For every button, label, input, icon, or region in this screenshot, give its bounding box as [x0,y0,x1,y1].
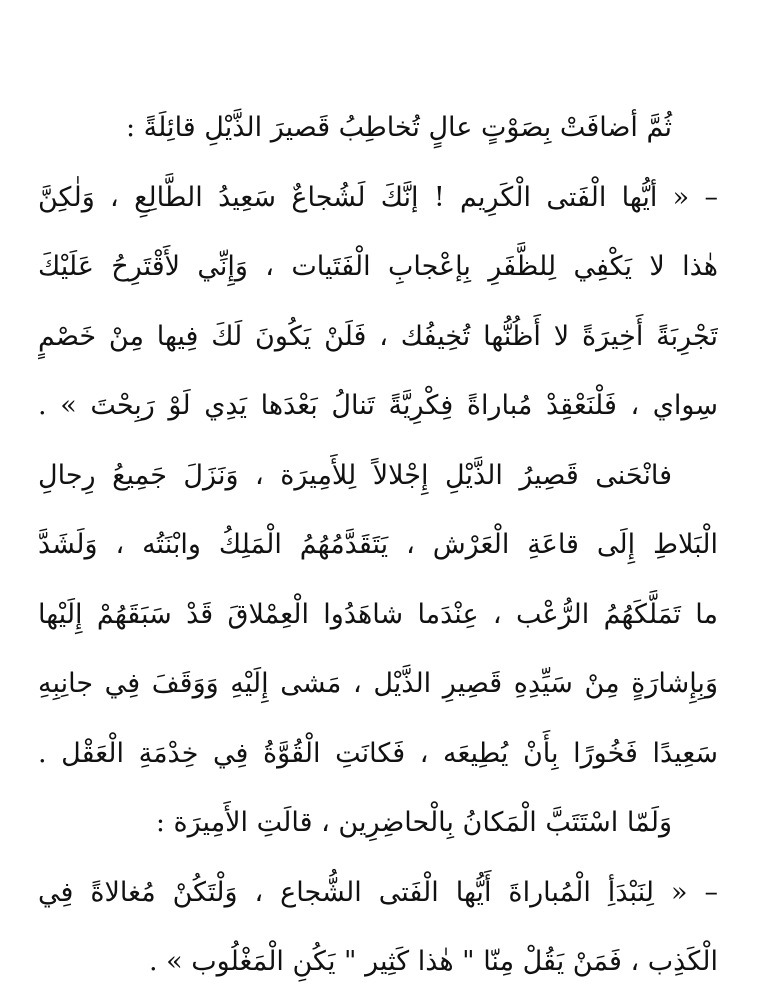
text-line: تَجْرِبَةً أَخِيرَةً لا أَظُنُّها تُخِيفُك ، فَلَنْ يَكُونَ لَكَ فِيها مِنْ خَصْمٍ [38,320,718,352]
text-line: ما تَمَلَّكَهُمُ الرُّعْب ، عِنْدَما شاهَدُوا الْعِمْلاقَ قَدْ سَبَقَهُمْ إِلَيْها [38,598,718,630]
text-line: الْبَلاطِ إِلَى قاعَةِ الْعَرْش ، يَتَقَدَّمُهُمُ الْمَلِكُ وابْنَتُه ، وَلَشَدَّ [38,529,718,560]
text-line: – « لِنَبْدَأِ الْمُباراةَ أَيُّها الْفَتى الشُّجاع ، وَلْتَكُنْ مُغالاةً فِي [38,876,718,908]
text-line: ثُمَّ أضافَتْ بِصَوْتٍ عالٍ تُخاطِبُ قَصيرَ الذَّيْلِ قائِلَةً : [125,112,672,143]
text-line: وَلَمّا اسْتَتَبَّ الْمَكانُ بِالْحاضِرِين ، قالَتِ الأَمِيرَة : [155,807,672,838]
text-line: الْكَذِب ، فَمَنْ يَقُلْ مِنّا " هٰذا كَثِير " يَكُنِ الْمَغْلُوب » . [148,946,718,977]
text-line: – « أيُّها الْفَتى الْكَرِيم ! إنَّكَ لَشُجاعٌ سَعِيدُ الطَّالِعِ ، وَلٰكِنَّ [38,181,718,213]
arabic-text-block [38,98,718,1002]
text-line: وَبِإِشارَةٍ مِنْ سَيِّدِهِ قَصِيرِ الذَّيْل ، مَشى إِلَيْهِ وَوَقَفَ فِي جانِبِهِ [38,668,718,699]
text-line: سَعِيدًا فَخُورًا بِأَنْ يُطِيعَه ، فَكانَتِ الْقُوَّةُ فِي خِدْمَةِ الْعَقْل . [38,737,718,769]
text-line: فانْحَنى قَصِيرُ الذَّيْلِ إِجْلالاً لِلأَمِيرَة ، وَنَزَلَ جَمِيعُ رِجالِ [38,459,672,491]
text-line: هٰذا لا يَكْفِي لِلظَّفَرِ بِإعْجابِ الْفَتَيات ، وَإِنِّي لأَقْتَرِحُ عَلَيْكَ [38,251,718,282]
text-line: سِواي ، فَلْنَعْقِدْ مُباراةً فِكْرِيَّةً تَنالُ بَعْدَها يَدِي لَوْ رَبِحْتَ » . [38,390,718,421]
